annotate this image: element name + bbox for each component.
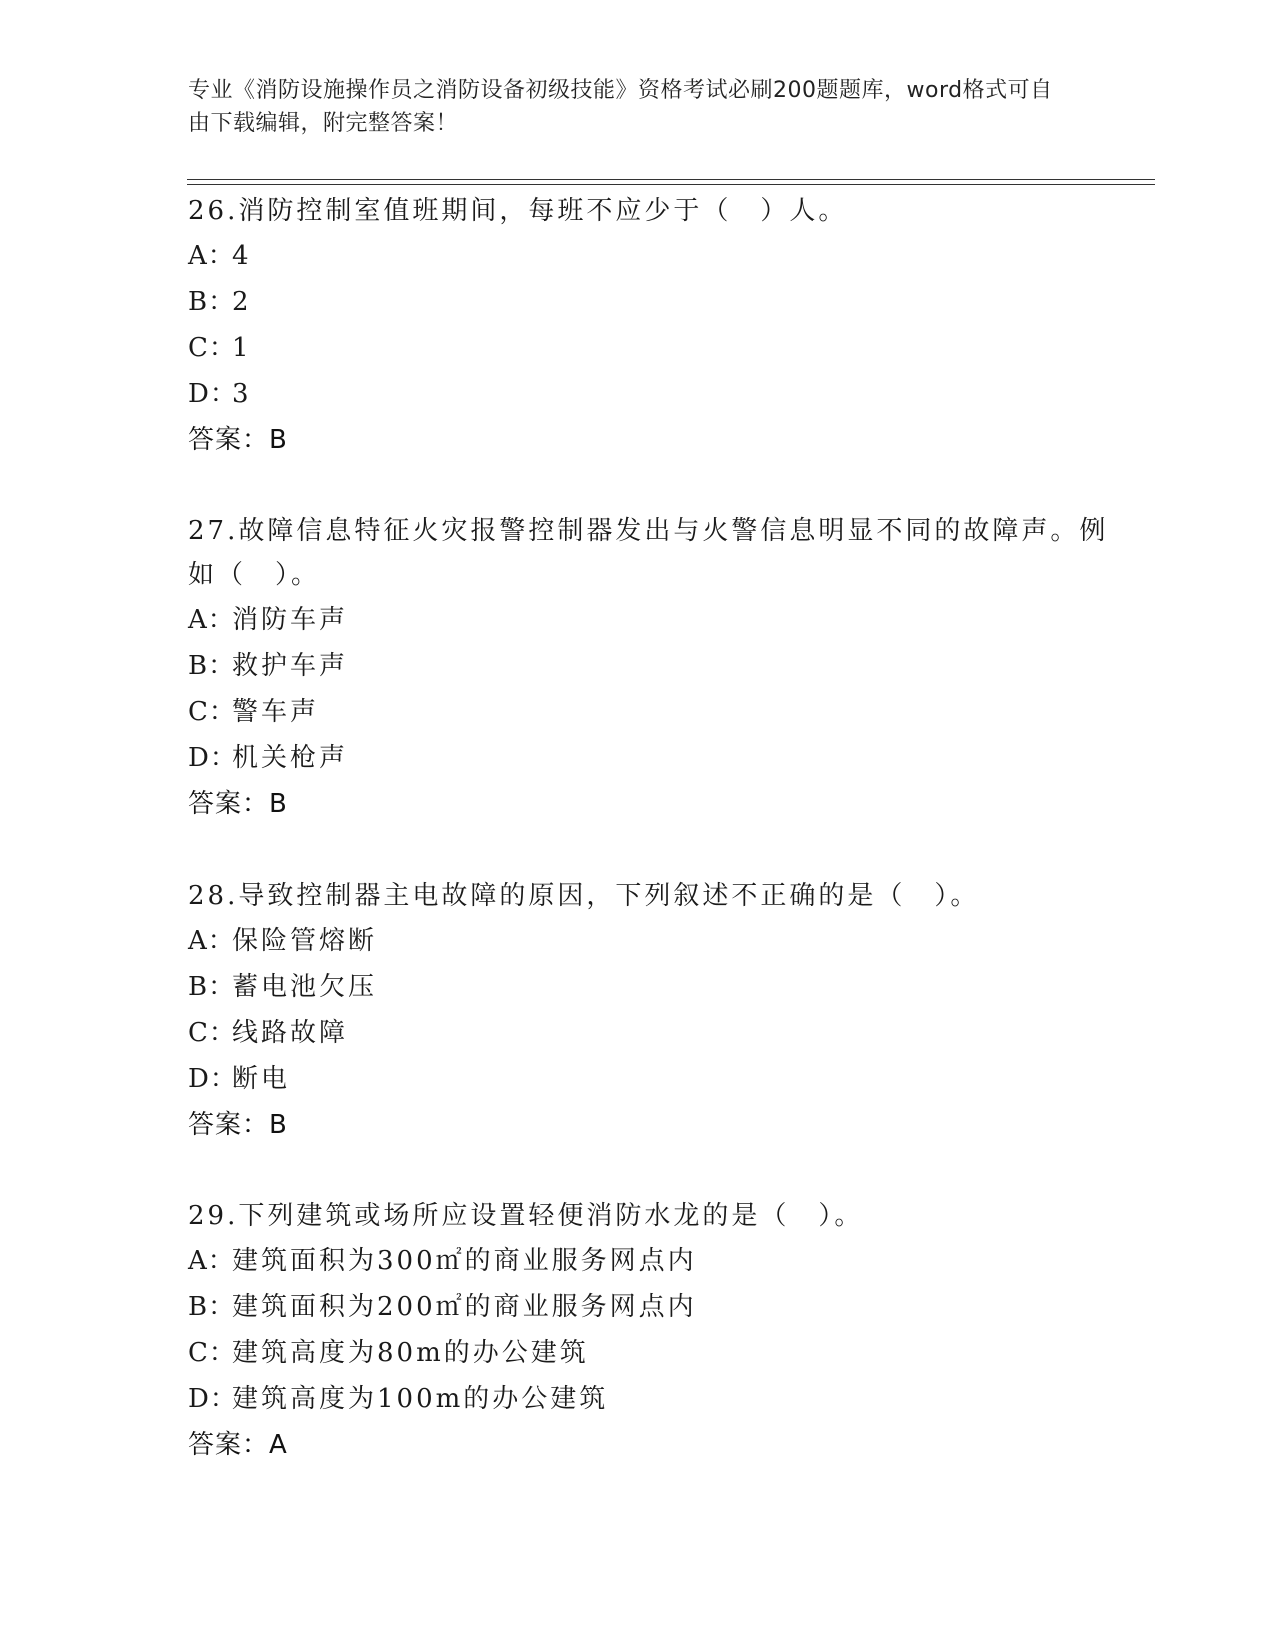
option-c — [188, 1010, 1128, 1056]
option-text: 2 — [232, 287, 252, 317]
option-a — [188, 597, 1128, 643]
option-text: 建筑面积为300㎡的商业服务网点内 — [232, 1246, 697, 1276]
option-text: 3 — [232, 379, 252, 409]
option-d — [188, 1056, 1128, 1102]
option-text: 4 — [232, 241, 252, 271]
option-letter: A： — [188, 926, 235, 956]
option-letter: C： — [188, 1018, 236, 1048]
option-letter: D： — [188, 1064, 237, 1094]
question-stem: 29.下列建筑或场所应设置轻便消防水龙的是（ ）。 — [188, 1201, 864, 1231]
option-text: 建筑高度为80m的办公建筑 — [232, 1338, 589, 1368]
option-text: 建筑高度为100m的办公建筑 — [232, 1384, 609, 1414]
option-letter: D： — [188, 1384, 237, 1414]
question-stem: 28.导致控制器主电故障的原因，下列叙述不正确的是（ ）。 — [188, 881, 980, 911]
option-b — [188, 643, 1128, 689]
option-d — [188, 371, 1128, 417]
option-letter: A： — [188, 605, 235, 635]
option-text: 消防车声 — [232, 605, 349, 635]
option-text: 1 — [232, 333, 252, 363]
option-text: 建筑面积为200㎡的商业服务网点内 — [232, 1292, 697, 1322]
option-text: 救护车声 — [232, 651, 349, 681]
option-b — [188, 1284, 1128, 1330]
header-divider-bottom — [187, 184, 1155, 185]
option-letter: C： — [188, 1338, 236, 1368]
question-29 — [188, 1194, 1128, 1468]
option-text: 机关枪声 — [232, 743, 349, 773]
option-letter: C： — [188, 333, 236, 363]
option-d — [188, 735, 1128, 781]
document-header: 专业《消防设施操作员之消防设备初级技能》资格考试必刷200题题库，word格式可自由下载编辑，附完整答案！ — [188, 78, 1053, 136]
option-a — [188, 233, 1128, 279]
option-text: 断电 — [232, 1064, 291, 1094]
option-text: 保险管熔断 — [232, 926, 378, 956]
answer-label: 答案：B — [188, 425, 288, 455]
option-b — [188, 279, 1128, 325]
question-28 — [188, 874, 1128, 1148]
option-letter: B： — [188, 651, 236, 681]
option-letter: A： — [188, 241, 235, 271]
answer-label: 答案：B — [188, 789, 288, 819]
option-b — [188, 964, 1128, 1010]
option-letter: A： — [188, 1246, 235, 1276]
option-a — [188, 1238, 1128, 1284]
option-a — [188, 918, 1128, 964]
option-letter: B： — [188, 1292, 236, 1322]
option-letter: D： — [188, 743, 237, 773]
option-c — [188, 1330, 1128, 1376]
option-text: 蓄电池欠压 — [232, 972, 378, 1002]
question-stem: 26.消防控制室值班期间，每班不应少于（ ）人。 — [188, 196, 848, 226]
option-letter: B： — [188, 287, 236, 317]
question-stem: 27.故障信息特征火灾报警控制器发出与火警信息明显不同的故障声。例如（ ）。 — [188, 516, 1109, 590]
option-letter: C： — [188, 697, 236, 727]
question-26 — [188, 189, 1128, 463]
header-divider-top — [187, 179, 1155, 180]
option-c — [188, 325, 1128, 371]
option-c — [188, 689, 1128, 735]
option-d — [188, 1376, 1128, 1422]
option-text: 警车声 — [232, 697, 320, 727]
answer-label: 答案：A — [188, 1430, 288, 1460]
option-letter: D： — [188, 379, 237, 409]
option-letter: B： — [188, 972, 236, 1002]
answer-label: 答案：B — [188, 1110, 288, 1140]
option-text: 线路故障 — [232, 1018, 349, 1048]
question-27 — [188, 509, 1128, 827]
